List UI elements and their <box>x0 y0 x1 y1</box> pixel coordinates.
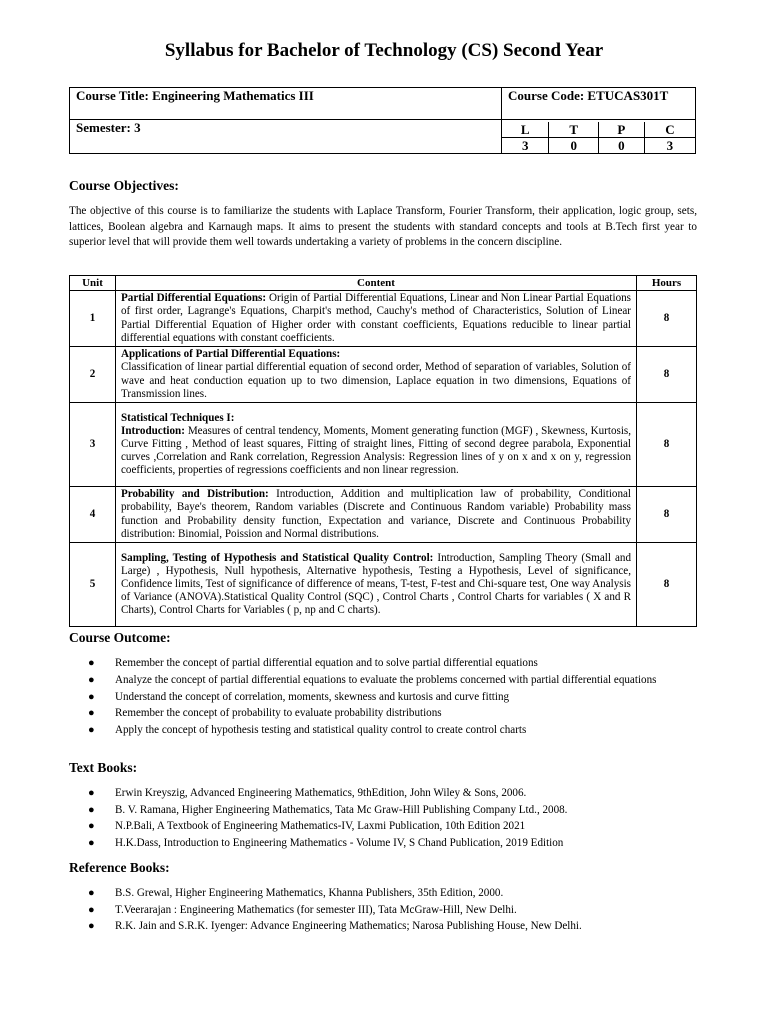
bullet-icon: ● <box>88 707 95 719</box>
list-item-text: Analyze the concept of partial differential equations to evaluate the problems concerned with partial differential equations <box>115 673 657 686</box>
unit-content <box>116 347 637 403</box>
hours-column-header: Hours <box>637 276 697 291</box>
bullet-icon: ● <box>88 803 95 816</box>
unit-number: 1 <box>70 291 116 347</box>
bullet-icon: ● <box>88 657 95 669</box>
list-item-text: B. V. Ramana, Higher Engineering Mathematics, Tata Mc Graw-Hill Publishing Company Ltd., 2008. <box>115 803 568 816</box>
bullet-icon: ● <box>88 836 95 849</box>
reference-books-list <box>69 885 699 935</box>
bullet-icon: ● <box>88 690 95 703</box>
list-item <box>69 705 699 722</box>
ltpc-value: 0 <box>598 138 644 154</box>
bullet-icon: ● <box>88 787 95 799</box>
bullet-icon: ● <box>88 903 95 916</box>
list-item <box>69 818 699 835</box>
ltpc-value: 3 <box>521 138 529 153</box>
content-column-header: Content <box>116 276 637 291</box>
semester: Semester: 3 <box>76 120 141 135</box>
ltpc-value: 3 <box>644 138 695 154</box>
list-item-text: Apply the concept of hypothesis testing and statistical quality control to create control charts <box>115 723 527 736</box>
reference-books-heading: Reference Books: <box>69 860 170 875</box>
unit-subtitle: Introduction: <box>121 424 185 437</box>
page-title: Syllabus for Bachelor of Technology (CS) Second Year <box>164 40 604 61</box>
list-item-text: Erwin Kreyszig, Advanced Engineering Mathematics, 9thEdition, John Wiley & Sons, 2006. <box>115 787 527 799</box>
bullet-icon: ● <box>88 820 95 832</box>
text-books-list <box>69 785 699 851</box>
outcome-heading: Course Outcome: <box>69 630 171 645</box>
unit-hours: 8 <box>637 291 697 347</box>
unit-title: Statistical Techniques I: <box>121 411 235 424</box>
unit-text: Origin of Partial Differential Equations, Linear and Non Linear Partial Equations of first order, Lagrange's Equations, Charpit's method, Cauchy's method of Characteristics, Solution of Linear Partial Differential Equation of Higher order with constant coefficients, Equations reducible to linear partial differential equations with constant coefficients. <box>121 292 631 344</box>
unit-content <box>116 403 637 487</box>
ltpc-label: C <box>644 122 695 138</box>
list-item <box>69 835 699 852</box>
unit-hours: 8 <box>637 543 697 627</box>
table-row <box>70 543 697 627</box>
unit-text: Classification of linear partial differential equation of second order, Method of separation of variables, Solution of wave and heat conduction equation up to two dimension, Laplace equation in two dimensions, Equations of Transmission lines. <box>121 361 631 400</box>
list-item <box>69 722 699 739</box>
objectives-text: The objective of this course is to familiarize the students with Laplace Transform, Fourier Transform, their application, logic group, sets, lattices, Boolean algebra and Karnaugh maps. It aims to present the students with standard concepts and tools at B.Tech first year to superior level that will provide them well towards undertaking a variety of problems in the concern discipline. <box>69 205 697 248</box>
unit-number: 5 <box>70 543 116 627</box>
unit-title: Sampling, Testing of Hypothesis and Statistical Quality Control: <box>121 551 434 564</box>
list-item <box>69 689 699 706</box>
unit-hours: 8 <box>637 487 697 543</box>
unit-content <box>116 487 637 543</box>
list-item-text: T.Veerarajan : Engineering Mathematics (for semester III), Tata McGraw-Hill, New Delhi. <box>115 903 517 916</box>
ltpc-label: T <box>549 122 599 138</box>
list-item-text: Remember the concept of partial differential equation and to solve partial differential equations <box>115 657 538 669</box>
semester-cell <box>70 120 502 154</box>
list-item-text: H.K.Dass, Introduction to Engineering Mathematics - Volume IV, S Chand Publication, 2019 Edition <box>115 836 564 849</box>
unit-hours: 8 <box>637 403 697 487</box>
list-item <box>69 672 699 689</box>
bullet-icon: ● <box>88 673 95 686</box>
list-item <box>69 802 699 819</box>
unit-content <box>116 291 637 347</box>
units-table <box>69 275 697 627</box>
table-row <box>70 403 697 487</box>
course-header-table <box>69 87 696 154</box>
unit-title: Partial Differential Equations: <box>121 292 267 305</box>
list-item <box>69 655 699 672</box>
bullet-icon: ● <box>88 887 95 899</box>
table-row <box>70 347 697 403</box>
unit-number: 2 <box>70 347 116 403</box>
text-books-heading: Text Books: <box>69 760 138 775</box>
list-item-text: Understand the concept of correlation, moments, skewness and kurtosis and curve fitting <box>115 690 510 703</box>
unit-text: Introduction, Sampling Theory (Small and Large) , Hypothesis, Null hypothesis, Alternative hypothesis, Testing a Hypothesis, Level of significance, Confidence limits, Test of significance of difference of means, T-test, F-test and Chi-square test, One way Analysis of Variance (ANOVA).Statistical Quality Control (SQC) , Control Charts , Control Charts for variables ( X and R Charts), Control Charts for Variables ( p, np and C charts). <box>121 551 631 617</box>
unit-hours: 8 <box>637 347 697 403</box>
unit-content <box>116 543 637 627</box>
ltpc-value: 0 <box>549 138 599 154</box>
ltpc-label: P <box>598 122 644 138</box>
unit-text: Measures of central tendency, Moments, Moment generating function (MGF) , Skewness, Kurtosis, Curve Fitting , Method of least squares, Fitting of straight lines, Fitting of second degree parabola, Exponential curves ,Correlation and Rank correlation, Regression Analysis: Regression lines of y on x and x on y, regression coefficients, properties of regressions coefficients and non linear regression. <box>121 424 631 477</box>
course-code: Course Code: ETUCAS301T <box>508 88 669 103</box>
list-item-text: R.K. Jain and S.R.K. Iyenger: Advance Engineering Mathematics; Narosa Publishing House, New Delhi. <box>115 920 582 932</box>
bullet-icon: ● <box>88 723 95 736</box>
outcome-list <box>69 655 699 738</box>
list-item <box>69 885 699 902</box>
course-title-cell <box>70 88 502 120</box>
table-row <box>70 487 697 543</box>
unit-text: Introduction, Addition and multiplication law of probability, Conditional probability, Baye's theorem, Random variables (Discrete and Continuous Random variable) Probability mass function and Probability density function, Expectation and variance, Discrete and Continuous Probability distribution: Binomial, Poission and Normal distributions. <box>121 488 631 540</box>
unit-column-header: Unit <box>70 276 116 291</box>
course-title: Course Title: Engineering Mathematics III <box>76 88 314 103</box>
table-row <box>70 291 697 347</box>
list-item-text: B.S. Grewal, Higher Engineering Mathematics, Khanna Publishers, 35th Edition, 2000. <box>115 887 504 899</box>
ltpc-table <box>502 122 695 153</box>
ltpc-cell <box>502 120 696 154</box>
unit-number: 3 <box>70 403 116 487</box>
objectives-heading: Course Objectives: <box>69 178 179 193</box>
list-item <box>69 902 699 919</box>
ltpc-label: L <box>502 122 549 138</box>
course-code-cell <box>502 88 696 120</box>
list-item-text: Remember the concept of probability to evaluate probability distributions <box>115 707 442 719</box>
list-item-text: N.P.Bali, A Textbook of Engineering Mathematics-IV, Laxmi Publication, 10th Edition 2021 <box>115 820 526 832</box>
list-item <box>69 918 699 935</box>
unit-number: 4 <box>70 487 116 543</box>
list-item <box>69 785 699 802</box>
bullet-icon: ● <box>88 920 95 932</box>
unit-title: Applications of Partial Differential Equations: <box>121 348 341 361</box>
unit-title: Probability and Distribution: <box>121 488 269 501</box>
